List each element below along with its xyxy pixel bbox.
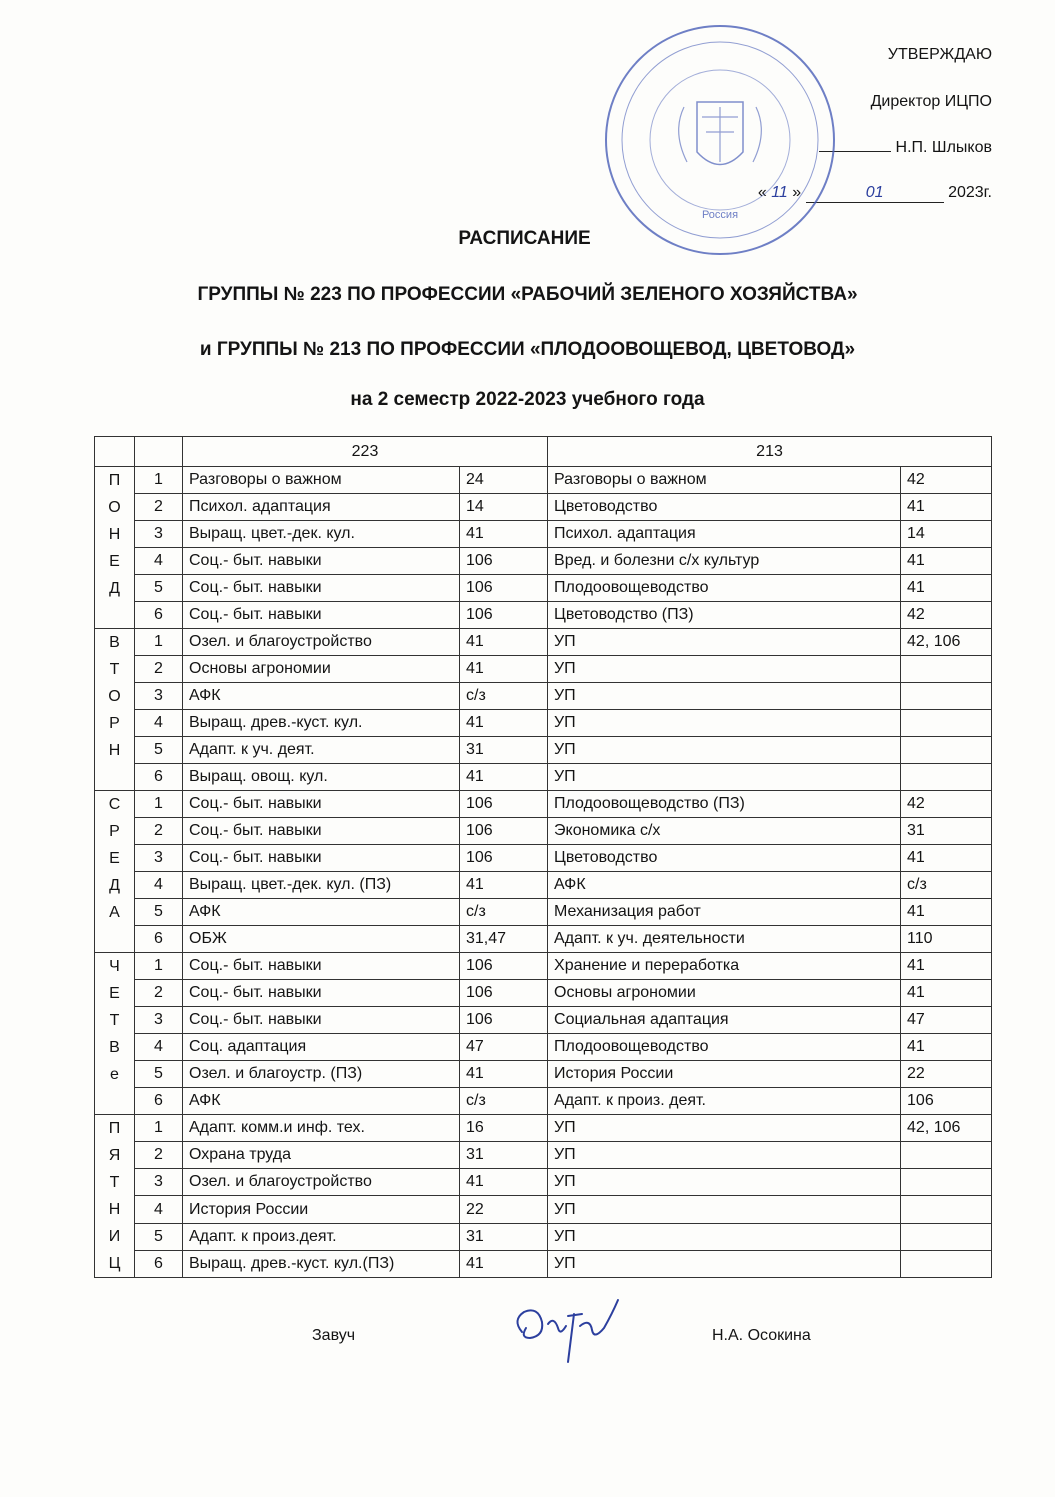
title-group-213: и ГРУППЫ № 213 ПО ПРОФЕССИИ «ПЛОДООВОЩЕВОД, ЦВЕТОВОД» — [199, 339, 856, 360]
date-month: 01 — [806, 184, 944, 203]
day-letter: Я — [108, 1147, 121, 1164]
lesson-number: 1 — [135, 629, 183, 656]
table-row — [95, 1196, 992, 1223]
lesson-number: 4 — [135, 1034, 183, 1061]
table-row — [95, 494, 992, 521]
day-label — [95, 1115, 135, 1278]
room-223: 106 — [460, 548, 548, 575]
room-223: 16 — [460, 1115, 548, 1142]
day-label — [95, 953, 135, 1115]
lesson-number: 1 — [135, 1115, 183, 1142]
room-213 — [901, 1169, 992, 1196]
lesson-number: 5 — [135, 1061, 183, 1088]
table-row — [95, 1034, 992, 1061]
header-group-223: 223 — [183, 437, 548, 467]
footer-name: Н.А. Осокина — [712, 1327, 811, 1344]
table-row — [95, 683, 992, 710]
table-row — [95, 953, 992, 980]
lesson-number: 5 — [135, 737, 183, 764]
lesson-number: 1 — [135, 953, 183, 980]
table-header-row — [95, 437, 992, 467]
table-row — [95, 1088, 992, 1115]
lesson-number: 2 — [135, 980, 183, 1007]
table-row — [95, 629, 992, 656]
subject-223: АФК — [183, 1088, 460, 1115]
subject-223: Выращ. древ.-куст. кул. — [183, 710, 460, 737]
table-row — [95, 872, 992, 899]
subject-213: Основы агрономии — [548, 980, 901, 1007]
table-row — [95, 656, 992, 683]
subject-213: УП — [548, 710, 901, 737]
official-seal-stamp — [602, 22, 838, 258]
lesson-number: 2 — [135, 656, 183, 683]
room-213: 31 — [901, 818, 992, 845]
subject-213: УП — [548, 1142, 901, 1169]
subject-213: УП — [548, 764, 901, 791]
subject-223: Охрана труда — [183, 1142, 460, 1169]
room-213: 106 — [901, 1088, 992, 1115]
subject-213: УП — [548, 656, 901, 683]
table-row — [95, 980, 992, 1007]
subject-223: Соц.- быт. навыки — [183, 1007, 460, 1034]
date-quote-open: « — [757, 184, 767, 201]
room-223: с/з — [460, 1088, 548, 1115]
subject-223: Соц.- быт. навыки — [183, 818, 460, 845]
table-row — [95, 1115, 992, 1142]
day-label — [95, 467, 135, 629]
lesson-number: 6 — [135, 1088, 183, 1115]
subject-223: Основы агрономии — [183, 656, 460, 683]
subject-213: История России — [548, 1061, 901, 1088]
subject-213: Разговоры о важном — [548, 467, 901, 494]
subject-213: Цветоводство (ПЗ) — [548, 602, 901, 629]
table-row — [95, 1142, 992, 1169]
table-row — [95, 575, 992, 602]
room-213: 41 — [901, 980, 992, 1007]
subject-223: Адапт. к произ.деят. — [183, 1223, 460, 1250]
day-letter: П — [108, 472, 121, 489]
table-row — [95, 602, 992, 629]
approval-position: Директор ИЦПО — [870, 93, 992, 110]
room-213 — [901, 656, 992, 683]
lesson-number: 3 — [135, 1007, 183, 1034]
room-213: 41 — [901, 953, 992, 980]
day-letter: Н — [108, 1201, 121, 1218]
subject-223: История России — [183, 1196, 460, 1223]
day-letter: Т — [109, 1174, 120, 1191]
subject-223: Озел. и благоустройство — [183, 629, 460, 656]
room-223: 106 — [460, 602, 548, 629]
table-row — [95, 1007, 992, 1034]
header-group-213: 213 — [548, 437, 992, 467]
lesson-number: 5 — [135, 1223, 183, 1250]
subject-213: Механизация работ — [548, 899, 901, 926]
room-213: 110 — [901, 926, 992, 953]
day-letter: Е — [109, 850, 120, 867]
subject-213: Плодоовощеводство (ПЗ) — [548, 791, 901, 818]
subject-213: УП — [548, 1196, 901, 1223]
day-letter: Е — [109, 553, 120, 570]
day-label — [95, 629, 135, 791]
lesson-number: 3 — [135, 521, 183, 548]
room-213: 41 — [901, 899, 992, 926]
room-213: 41 — [901, 845, 992, 872]
table-row — [95, 521, 992, 548]
handwritten-signature — [508, 1292, 628, 1364]
room-213 — [901, 1196, 992, 1223]
subject-213: Психол. адаптация — [548, 521, 901, 548]
subject-213: Адапт. к произ. деят. — [548, 1088, 901, 1115]
day-letter: Р — [109, 823, 120, 840]
room-213: 42, 106 — [901, 629, 992, 656]
subject-223: Адапт. комм.и инф. тех. — [183, 1115, 460, 1142]
day-letter: Н — [108, 742, 121, 759]
room-213: 22 — [901, 1061, 992, 1088]
room-213: 42 — [901, 791, 992, 818]
room-223: 22 — [460, 1196, 548, 1223]
header-empty-num — [135, 437, 183, 467]
subject-223: ОБЖ — [183, 926, 460, 953]
room-213 — [901, 764, 992, 791]
subject-223: АФК — [183, 683, 460, 710]
table-row — [95, 845, 992, 872]
subject-213: Адапт. к уч. деятельности — [548, 926, 901, 953]
lesson-number: 3 — [135, 1169, 183, 1196]
day-letter: В — [109, 634, 120, 651]
room-223: с/з — [460, 683, 548, 710]
room-213: 41 — [901, 575, 992, 602]
subject-213: УП — [548, 629, 901, 656]
room-223: 106 — [460, 575, 548, 602]
subject-213: Социальная адаптация — [548, 1007, 901, 1034]
table-row — [95, 818, 992, 845]
stamp-country-text: Россия — [701, 209, 739, 221]
subject-223: Выращ. цвет.-дек. кул. (ПЗ) — [183, 872, 460, 899]
room-223: 41 — [460, 872, 548, 899]
date-day: 11 — [771, 184, 788, 201]
subject-213: Плодоовощеводство — [548, 1034, 901, 1061]
lesson-number: 6 — [135, 602, 183, 629]
table-row — [95, 548, 992, 575]
day-letter: Д — [109, 877, 120, 894]
day-letter: П — [108, 1120, 121, 1137]
day-letter: О — [108, 499, 121, 516]
day-letter: Ч — [109, 958, 120, 975]
lesson-number: 3 — [135, 683, 183, 710]
day-label — [95, 791, 135, 953]
subject-223: Озел. и благоустр. (ПЗ) — [183, 1061, 460, 1088]
room-223: 106 — [460, 980, 548, 1007]
table-row — [95, 926, 992, 953]
subject-223: Соц.- быт. навыки — [183, 548, 460, 575]
room-223: 41 — [460, 764, 548, 791]
subject-213: Хранение и переработка — [548, 953, 901, 980]
lesson-number: 6 — [135, 926, 183, 953]
subject-223: Адапт. к уч. деят. — [183, 737, 460, 764]
room-213 — [901, 1142, 992, 1169]
room-213: 47 — [901, 1007, 992, 1034]
table-row — [95, 899, 992, 926]
subject-213: Вред. и болезни с/х культур — [548, 548, 901, 575]
room-213 — [901, 710, 992, 737]
room-223: 106 — [460, 818, 548, 845]
day-letter: И — [108, 1228, 121, 1245]
schedule-table — [94, 436, 992, 1278]
header-empty-day — [95, 437, 135, 467]
lesson-number: 2 — [135, 818, 183, 845]
room-223: 47 — [460, 1034, 548, 1061]
day-letter: В — [109, 1039, 120, 1056]
subject-223: Соц.- быт. навыки — [183, 845, 460, 872]
day-letter: Т — [109, 661, 120, 678]
room-223: 14 — [460, 494, 548, 521]
room-213: 14 — [901, 521, 992, 548]
lesson-number: 3 — [135, 845, 183, 872]
lesson-number: 4 — [135, 1196, 183, 1223]
subject-213: УП — [548, 683, 901, 710]
table-row — [95, 791, 992, 818]
room-223: 41 — [460, 1169, 548, 1196]
room-223: 41 — [460, 656, 548, 683]
lesson-number: 4 — [135, 710, 183, 737]
table-row — [95, 764, 992, 791]
day-letter: Р — [109, 715, 120, 732]
subject-213: АФК — [548, 872, 901, 899]
subject-213: УП — [548, 737, 901, 764]
lesson-number: 5 — [135, 899, 183, 926]
subject-213: Плодоовощеводство — [548, 575, 901, 602]
approval-name: Н.П. Шлыков — [895, 139, 992, 156]
table-row — [95, 1061, 992, 1088]
subject-213: Цветоводство — [548, 494, 901, 521]
room-213 — [901, 737, 992, 764]
subject-223: Разговоры о важном — [183, 467, 460, 494]
room-223: 41 — [460, 710, 548, 737]
day-letter: Е — [109, 985, 120, 1002]
subject-213: УП — [548, 1250, 901, 1277]
room-213: 41 — [901, 1034, 992, 1061]
date-year: 2023г. — [948, 184, 992, 201]
date-quote-close: » — [792, 184, 802, 201]
room-223: 106 — [460, 953, 548, 980]
room-223: 41 — [460, 521, 548, 548]
room-223: 31 — [460, 1223, 548, 1250]
footer-role: Завуч — [312, 1327, 356, 1344]
subject-223: Озел. и благоустройство — [183, 1169, 460, 1196]
subject-223: Соц.- быт. навыки — [183, 953, 460, 980]
day-letter: Д — [109, 580, 120, 597]
subject-223: Соц.- быт. навыки — [183, 602, 460, 629]
room-213 — [901, 1250, 992, 1277]
room-213: 42 — [901, 467, 992, 494]
lesson-number: 6 — [135, 764, 183, 791]
subject-213: Цветоводство — [548, 845, 901, 872]
day-letter: Н — [108, 526, 121, 543]
subject-223: Соц.- быт. навыки — [183, 791, 460, 818]
subject-223: Соц.- быт. навыки — [183, 575, 460, 602]
room-223: 106 — [460, 791, 548, 818]
lesson-number: 2 — [135, 1142, 183, 1169]
subject-213: УП — [548, 1223, 901, 1250]
room-223: 41 — [460, 1061, 548, 1088]
room-213: с/з — [901, 872, 992, 899]
day-letter: С — [108, 796, 121, 813]
room-223: 41 — [460, 1250, 548, 1277]
day-letter: е — [110, 1066, 119, 1083]
room-223: 24 — [460, 467, 548, 494]
day-letter: Т — [109, 1012, 120, 1029]
schedule-body — [95, 437, 992, 1278]
room-213 — [901, 683, 992, 710]
subject-223: Соц. адаптация — [183, 1034, 460, 1061]
room-213: 41 — [901, 494, 992, 521]
subject-213: УП — [548, 1169, 901, 1196]
lesson-number: 1 — [135, 791, 183, 818]
lesson-number: 1 — [135, 467, 183, 494]
subject-213: Экономика с/х — [548, 818, 901, 845]
approval-name-line — [819, 139, 992, 157]
room-223: 31 — [460, 737, 548, 764]
subject-223: Психол. адаптация — [183, 494, 460, 521]
subject-223: АФК — [183, 899, 460, 926]
lesson-number: 2 — [135, 494, 183, 521]
room-223: с/з — [460, 899, 548, 926]
title-group-223: ГРУППЫ № 223 ПО ПРОФЕССИИ «РАБОЧИЙ ЗЕЛЕНОГО ХОЗЯЙСТВА» — [197, 284, 858, 305]
table-row — [95, 467, 992, 494]
table-row — [95, 1250, 992, 1277]
day-letter: А — [109, 904, 120, 921]
approval-heading: УТВЕРЖДАЮ — [887, 46, 992, 63]
day-letter: Ц — [108, 1255, 121, 1272]
table-row — [95, 737, 992, 764]
subject-213: УП — [548, 1115, 901, 1142]
room-223: 106 — [460, 1007, 548, 1034]
room-213: 42 — [901, 602, 992, 629]
subject-223: Выращ. овощ. кул. — [183, 764, 460, 791]
room-223: 31,47 — [460, 926, 548, 953]
lesson-number: 6 — [135, 1250, 183, 1277]
lesson-number: 4 — [135, 872, 183, 899]
lesson-number: 4 — [135, 548, 183, 575]
room-223: 31 — [460, 1142, 548, 1169]
day-letter: О — [108, 688, 121, 705]
room-213: 42, 106 — [901, 1115, 992, 1142]
lesson-number: 5 — [135, 575, 183, 602]
room-223: 106 — [460, 845, 548, 872]
table-row — [95, 1223, 992, 1250]
room-213 — [901, 1223, 992, 1250]
table-row — [95, 1169, 992, 1196]
subject-223: Соц.- быт. навыки — [183, 980, 460, 1007]
subject-223: Выращ. цвет.-дек. кул. — [183, 521, 460, 548]
room-213: 41 — [901, 548, 992, 575]
title-semester: на 2 семестр 2022-2023 учебного года — [350, 389, 705, 410]
room-223: 41 — [460, 629, 548, 656]
table-row — [95, 710, 992, 737]
document-title: РАСПИСАНИЕ — [458, 228, 591, 249]
subject-223: Выращ. древ.-куст. кул.(ПЗ) — [183, 1250, 460, 1277]
